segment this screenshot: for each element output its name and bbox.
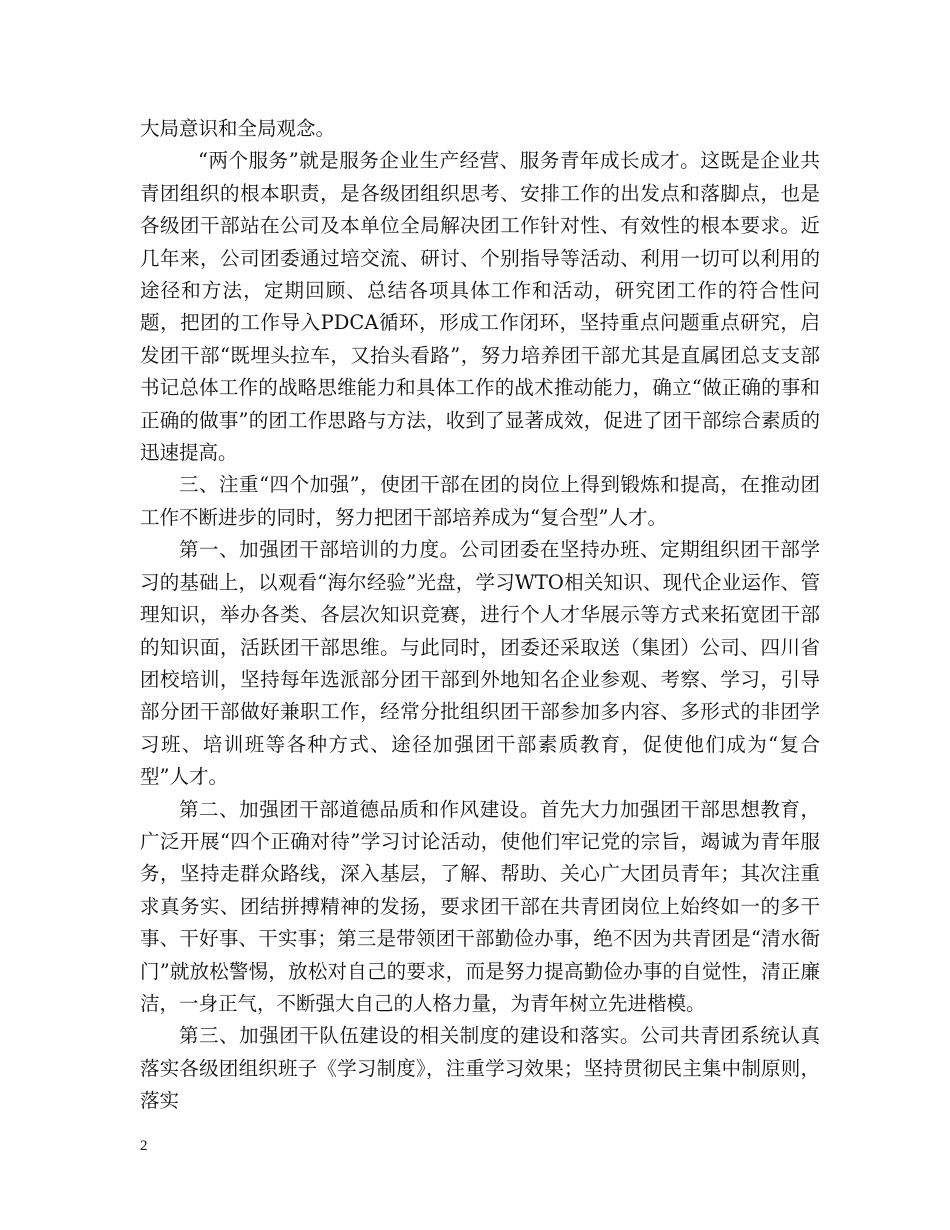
paragraph-third-systems: 第三、加强团干队伍建设的相关制度的建设和落实。公司共青团系统认真落实各级团组织班子《学习制度》，注重学习效果；坚持贯彻民主集中制原则，落实 <box>140 1024 820 1113</box>
paragraph-two-services: “两个服务”就是服务企业生产经营、服务青年成长成才。这既是企业共青团组织的根本职责，是各级团组织思考、安排工作的出发点和落脚点，也是各级团干部站在公司及本单位全局解决团工作针对性、有效性的根本要求。近几年来，公司团委通过培交流、研讨、个别指导等活动、利用一切可以利用的途径和方法，定期回顾、总结各项具体工作和活动，研究团工作的符合性问题，把团的工作导入PDCA循环，形成工作闭环，坚持重点问题重点研究，启发团干部“既埋头拉车，又抬头看路”，努力培养团干部尤其是直属团总支支部书记总体工作的战略思维能力和具体工作的战术推动能力，确立“做正确的事和正确的做事”的团工作思路与方法，收到了显著成效，促进了团干部综合素质的迅速提高。 <box>140 149 820 465</box>
paragraph-first-training: 第一、加强团干部培训的力度。公司团委在坚持办班、定期组织团干部学习的基础上，以观看“海尔经验”光盘，学习WTO相关知识、现代企业运作、管理知识，举办各类、各层次知识竞赛，进行个人才华展示等方式来拓宽团干部的知识面，活跃团干部思维。与此同时，团委还采取送（集团）公司、四川省团校培训，坚持每年选派部分团干部到外地知名企业参观、考察、学习，引导部分团干部做好兼职工作，经常分批组织团干部参加多内容、多形式的非团学习班、培训班等各种方式、途径加强团干部素质教育，促使他们成为“复合型”人才。 <box>140 538 820 789</box>
paragraph-second-ethics: 第二、加强团干部道德品质和作风建设。首先大力加强团干部思想教育，广泛开展“四个正确对待”学习讨论活动，使他们牢记党的宗旨，竭诚为青年服务，坚持走群众路线，深入基层，了解、帮助、关心广大团员青年；其次注重求真务实、团结拼搏精神的发扬，要求团干部在共青团岗位上始终如一的多干事、干好事、干实事；第三是带领团干部勤俭办事，绝不因为共青团是“清水衙门”就放松警惕，放松对自己的要求，而是努力提高勤俭办事的自觉性，清正廉洁，一身正气，不断强大自己的人格力量，为青年树立先进楷模。 <box>140 797 820 1015</box>
page-number: 2 <box>140 1138 148 1154</box>
paragraph-continuation: 大局意识和全局观念。 <box>140 117 336 140</box>
paragraph-section-three-heading: 三、注重“四个加强”，使团干部在团的岗位上得到锻炼和提高，在推动团工作不断进步的同时，努力把团干部培养成为“复合型”人才。 <box>140 473 820 529</box>
document-body <box>140 113 820 1118</box>
